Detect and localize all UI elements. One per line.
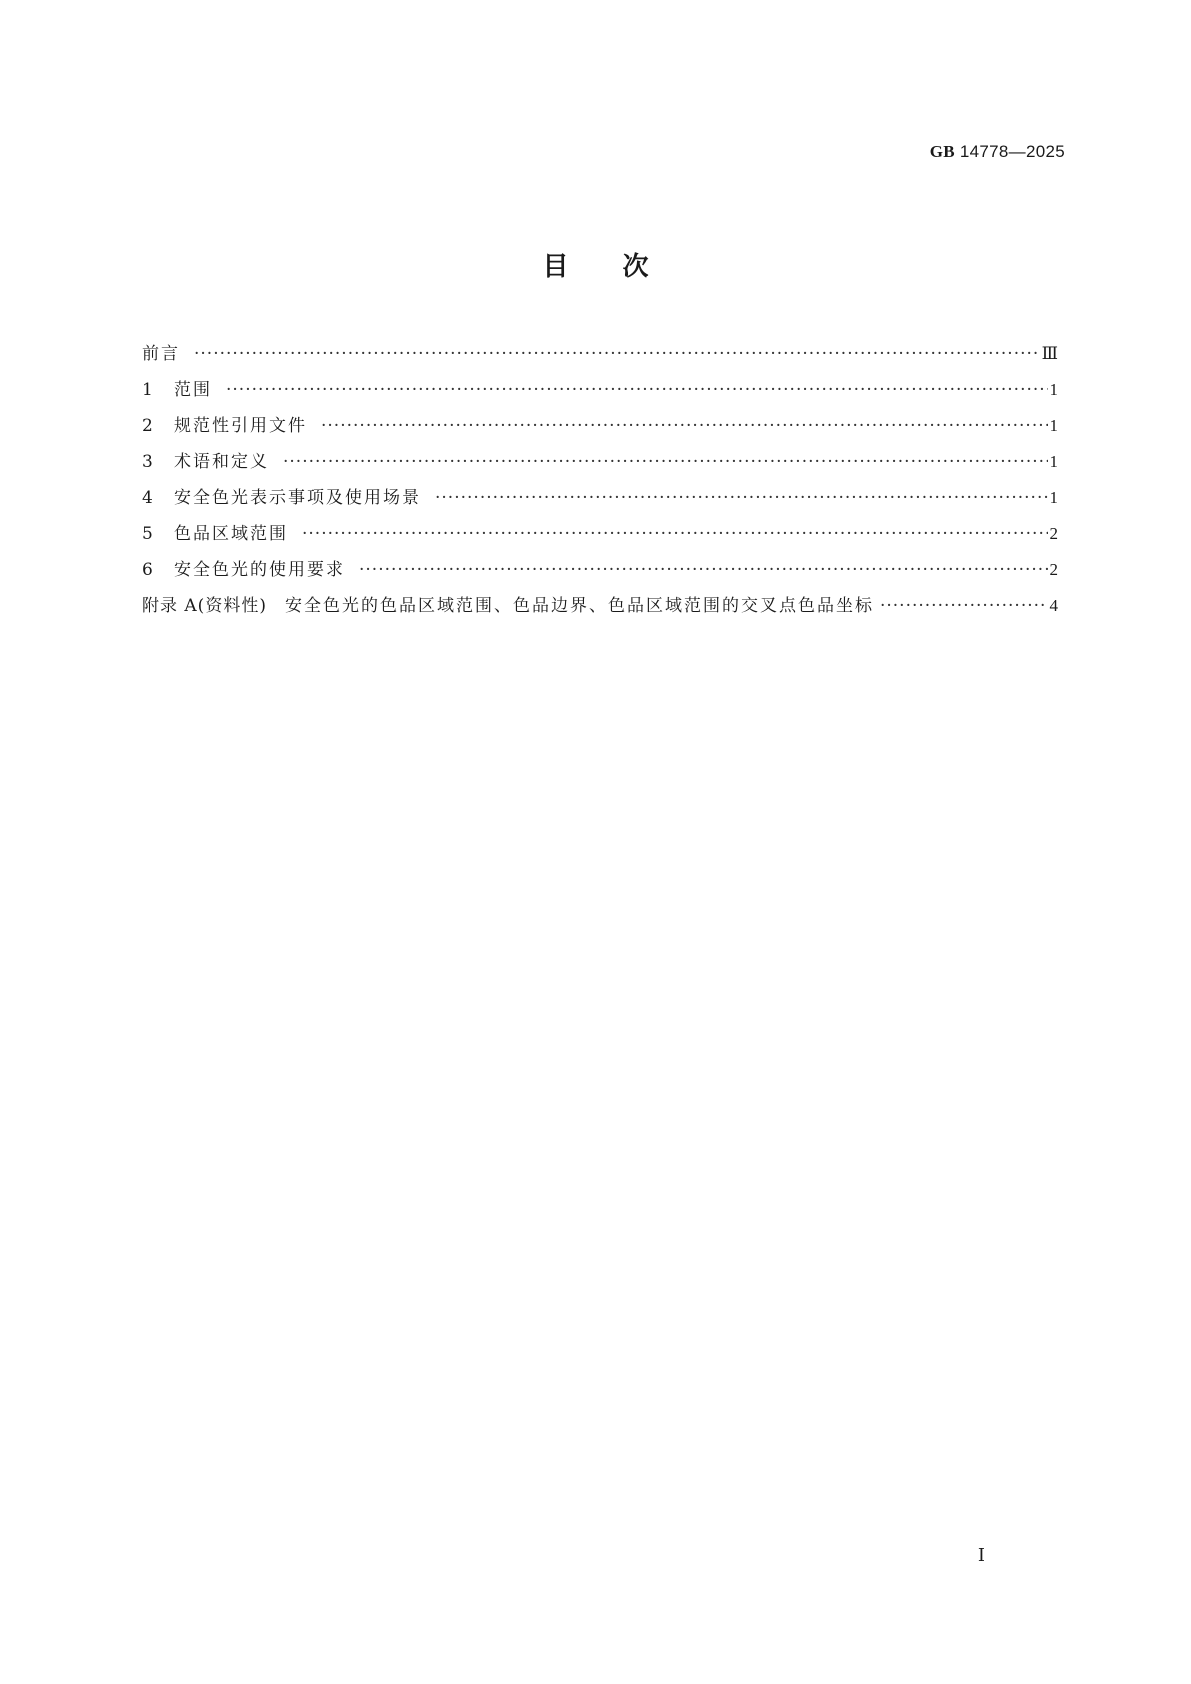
toc-entry-6[interactable] [142, 555, 1058, 591]
toc-entry-foreword[interactable] [142, 339, 1058, 375]
dot-leader [194, 344, 1040, 364]
toc-entry-2[interactable] [142, 411, 1058, 447]
toc-entry-label: 术语和定义 [174, 452, 269, 472]
standard-code [930, 142, 1065, 162]
toc-entry-4[interactable] [142, 483, 1058, 519]
toc-entry-page: 2 [1049, 524, 1058, 543]
standard-prefix: GB [929, 142, 955, 161]
toc-entry-number: 1 [142, 380, 153, 400]
toc-entry-appendix-a[interactable] [142, 591, 1058, 627]
toc-entry-3[interactable] [142, 447, 1058, 483]
appendix-prefix: 附录 A(资料性) [142, 596, 267, 616]
page-title: 目次 [542, 252, 703, 282]
table-of-contents [142, 339, 1058, 627]
page-number: Ⅰ [977, 1545, 985, 1565]
toc-entry-label: 安全色光的色品区域范围、色品边界、色品区域范围的交叉点色品坐标 [284, 596, 874, 616]
toc-entry-number: 3 [142, 452, 153, 472]
toc-entry-page: 1 [1049, 416, 1058, 435]
dot-leader [321, 416, 1048, 436]
dot-leader [435, 488, 1048, 508]
dot-leader [359, 560, 1048, 580]
toc-entry-page: 4 [1049, 596, 1058, 615]
toc-entry-label: 前言 [142, 344, 180, 364]
toc-entry-number: 2 [142, 416, 153, 436]
toc-entry-page: 2 [1049, 560, 1058, 579]
toc-entry-number: 6 [142, 560, 153, 580]
toc-entry-label: 规范性引用文件 [174, 416, 307, 436]
toc-entry-5[interactable] [142, 519, 1058, 555]
dot-leader [302, 524, 1048, 544]
toc-entry-label: 范围 [174, 380, 212, 400]
toc-entry-label: 色品区域范围 [174, 524, 288, 544]
toc-entry-number: 4 [142, 488, 153, 508]
standard-number: 14778—2025 [959, 142, 1065, 161]
toc-entry-page: 1 [1049, 380, 1058, 399]
toc-entry-label: 安全色光的使用要求 [174, 560, 345, 580]
toc-entry-page: 1 [1049, 452, 1058, 471]
dot-leader [880, 596, 1048, 616]
dot-leader [283, 452, 1048, 472]
toc-entry-1[interactable] [142, 375, 1058, 411]
toc-entry-label: 安全色光表示事项及使用场景 [174, 488, 421, 508]
dot-leader [226, 380, 1048, 400]
toc-entry-page: 1 [1049, 488, 1058, 507]
toc-entry-number: 5 [142, 524, 153, 544]
toc-entry-page: Ⅲ [1041, 344, 1058, 363]
